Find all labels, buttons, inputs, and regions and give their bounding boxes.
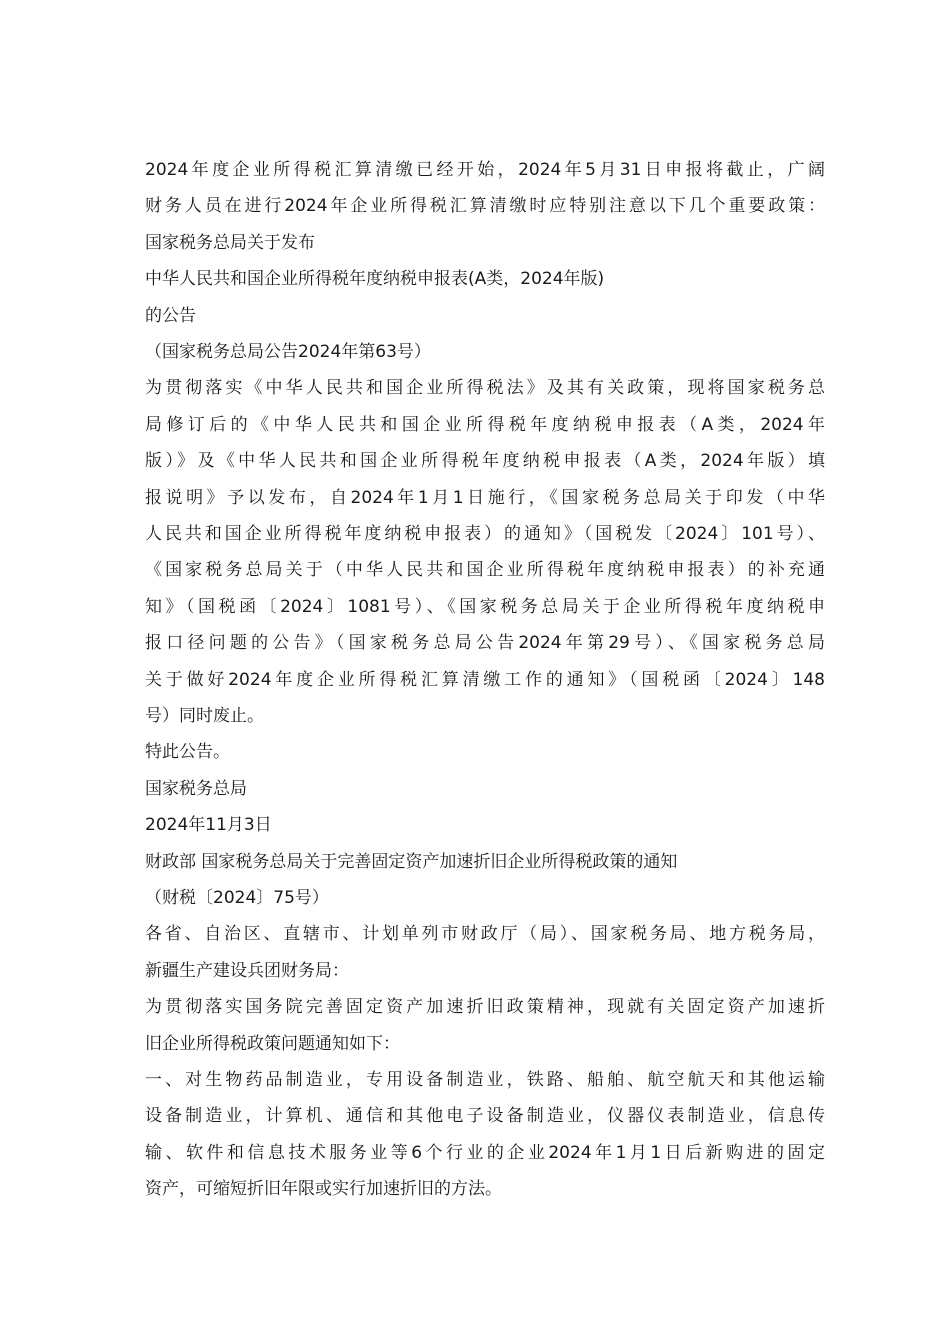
- text-line: 为贯彻落实《中华人民共和国企业所得税法》及其有关政策，现将国家税务总: [145, 378, 825, 399]
- text-line: 的公告: [145, 305, 196, 326]
- text-line: 中华人民共和国企业所得税年度纳税申报表(A类，2024年版): [145, 269, 605, 290]
- text-line: （财税〔2024〕75号）: [145, 887, 329, 908]
- text-line: 为贯彻落实国务院完善固定资产加速折旧政策精神，现就有关固定资产加速折: [145, 997, 825, 1018]
- text-line: 号）同时废止。: [145, 706, 264, 727]
- text-line: 财政部 国家税务总局关于完善固定资产加速折旧企业所得税政策的通知: [145, 851, 678, 872]
- text-line: 财务人员在进行2024年企业所得税汇算清缴时应特别注意以下几个重要政策：: [145, 196, 825, 217]
- text-line: 特此公告。: [145, 742, 230, 763]
- text-line: 输、软件和信息技术服务业等6个行业的企业2024年1月1日后新购进的固定: [145, 1142, 825, 1163]
- text-line: 国家税务总局关于发布: [145, 232, 315, 253]
- text-line: 各省、自治区、直辖市、计划单列市财政厅（局）、国家税务局、地方税务局，: [145, 924, 825, 945]
- text-line: 报口径问题的公告》（国家税务总局公告2024年第29号）、《国家税务总局: [145, 633, 825, 654]
- text-line: 人民共和国企业所得税年度纳税申报表）的通知》（国税发〔2024〕101号）、: [145, 524, 825, 544]
- text-line: 2024年11月3日: [145, 815, 272, 836]
- text-line: 资产，可缩短折旧年限或实行加速折旧的方法。: [145, 1179, 502, 1200]
- document-body: [145, 152, 825, 1208]
- text-line: （国家税务总局公告2024年第63号）: [145, 341, 431, 362]
- text-line: 《国家税务总局关于（中华人民共和国企业所得税年度纳税申报表）的补充通: [145, 560, 825, 581]
- text-line: 新疆生产建设兵团财务局：: [145, 960, 349, 981]
- text-line: 知》（国税函〔2024〕1081号）、《国家税务总局关于企业所得税年度纳税申: [145, 596, 825, 617]
- text-line: 国家税务总局: [145, 778, 247, 799]
- text-line: 一、对生物药品制造业，专用设备制造业，铁路、船舶、航空航天和其他运输: [145, 1069, 825, 1090]
- text-line: 局修订后的《中华人民共和国企业所得税年度纳税申报表（A类，2024年: [145, 414, 825, 435]
- text-line: 2024年度企业所得税汇算清缴已经开始，2024年5月31日申报将截止，广阔: [145, 160, 825, 180]
- text-line: 设备制造业，计算机、通信和其他电子设备制造业，仪器仪表制造业，信息传: [145, 1106, 825, 1127]
- text-line: 旧企业所得税政策问题通知如下：: [145, 1033, 400, 1054]
- text-line: 版）》及《中华人民共和国企业所得税年度纳税申报表（A类，2024年版）填: [145, 451, 825, 472]
- text-line: 关于做好2024年度企业所得税汇算清缴工作的通知》（国税函〔2024〕148: [145, 669, 825, 690]
- text-line: 报说明》予以发布，自2024年1月1日施行，《国家税务总局关于印发（中华: [145, 487, 825, 508]
